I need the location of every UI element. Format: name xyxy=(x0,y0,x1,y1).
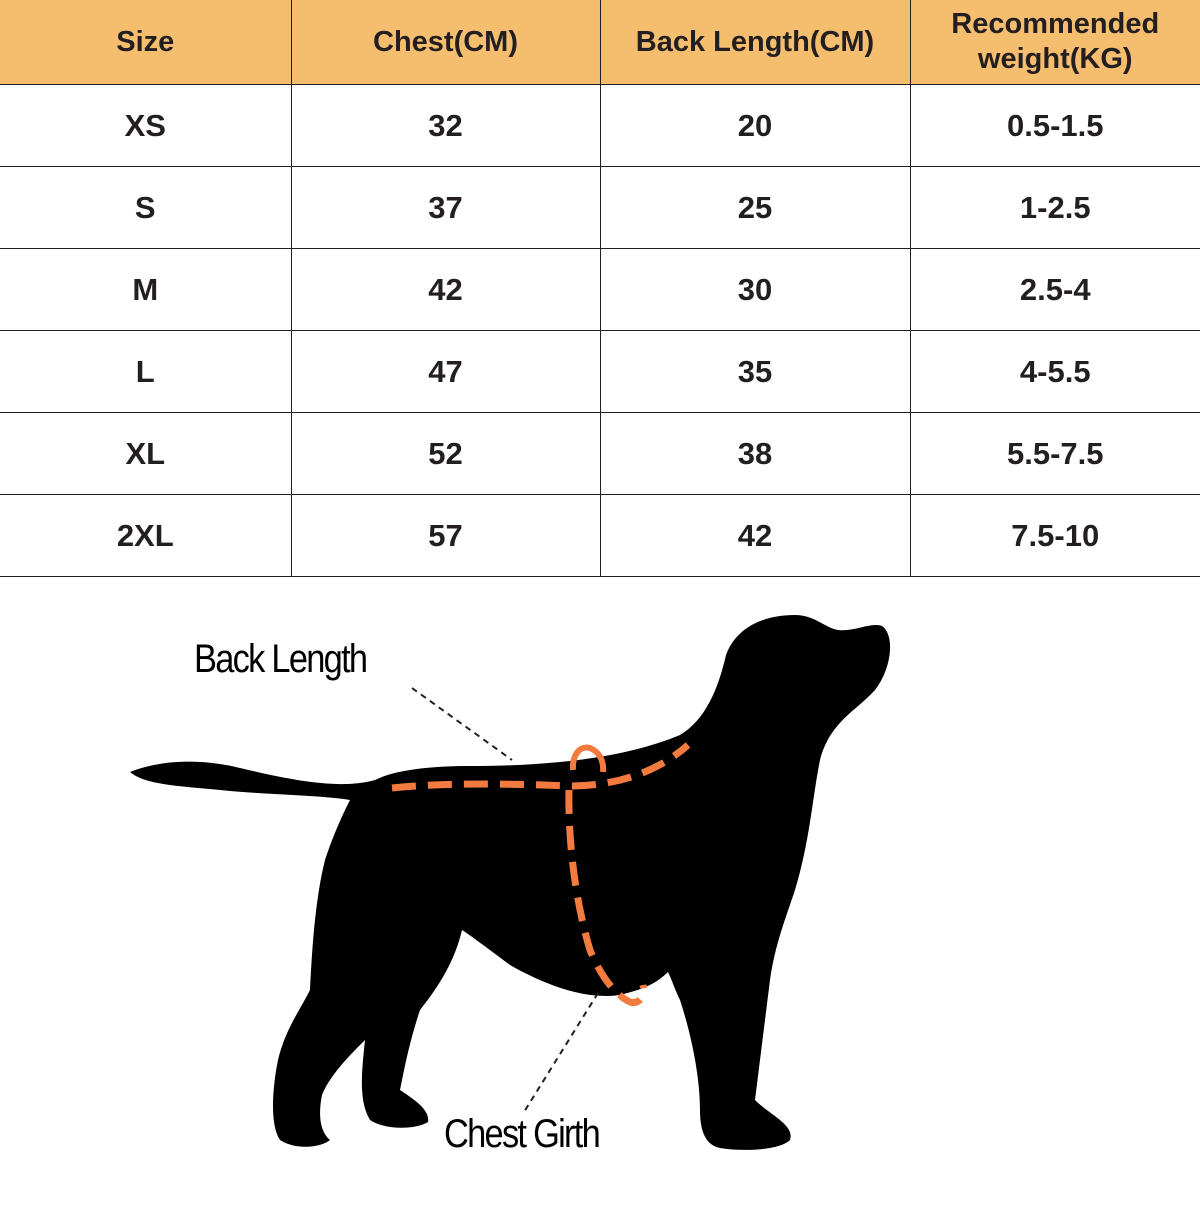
cell-chest: 47 xyxy=(291,331,600,413)
header-weight-line1: Recommended xyxy=(951,8,1160,41)
table-row xyxy=(0,413,1200,495)
header-back-length: Back Length(CM) xyxy=(600,0,910,85)
cell-weight: 1-2.5 xyxy=(910,167,1200,249)
table-row xyxy=(0,495,1200,577)
cell-weight: 7.5-10 xyxy=(910,495,1200,577)
cell-size: M xyxy=(0,249,291,331)
cell-back-length: 30 xyxy=(600,249,910,331)
dog-silhouette-figure xyxy=(0,582,1200,1200)
cell-weight: 0.5-1.5 xyxy=(910,85,1200,167)
cell-size: XL xyxy=(0,413,291,495)
cell-back-length: 20 xyxy=(600,85,910,167)
header-size: Size xyxy=(0,0,291,85)
dog-silhouette xyxy=(130,615,890,1150)
cell-weight: 2.5-4 xyxy=(910,249,1200,331)
header-weight-line2: weight(KG) xyxy=(977,43,1133,75)
cell-chest: 57 xyxy=(291,495,600,577)
header-recommended-weight xyxy=(910,0,1200,85)
cell-back-length: 35 xyxy=(600,331,910,413)
size-chart-table xyxy=(0,0,1200,577)
cell-chest: 52 xyxy=(291,413,600,495)
back-length-label: Back Length xyxy=(194,637,367,681)
cell-size: L xyxy=(0,331,291,413)
cell-back-length: 25 xyxy=(600,167,910,249)
chest-girth-pointer xyxy=(524,993,598,1112)
table-header-row xyxy=(0,0,1200,85)
table-row xyxy=(0,331,1200,413)
back-length-pointer xyxy=(412,688,512,760)
cell-chest: 37 xyxy=(291,167,600,249)
table-row xyxy=(0,249,1200,331)
cell-weight: 4-5.5 xyxy=(910,331,1200,413)
dog-measurement-diagram xyxy=(0,582,1200,1200)
chest-girth-label: Chest Girth xyxy=(444,1112,600,1156)
cell-back-length: 42 xyxy=(600,495,910,577)
header-chest: Chest(CM) xyxy=(291,0,600,85)
cell-size: 2XL xyxy=(0,495,291,577)
table-row xyxy=(0,85,1200,167)
cell-size: XS xyxy=(0,85,291,167)
cell-size: S xyxy=(0,167,291,249)
table-row xyxy=(0,167,1200,249)
cell-chest: 42 xyxy=(291,249,600,331)
cell-chest: 32 xyxy=(291,85,600,167)
cell-back-length: 38 xyxy=(600,413,910,495)
cell-weight: 5.5-7.5 xyxy=(910,413,1200,495)
